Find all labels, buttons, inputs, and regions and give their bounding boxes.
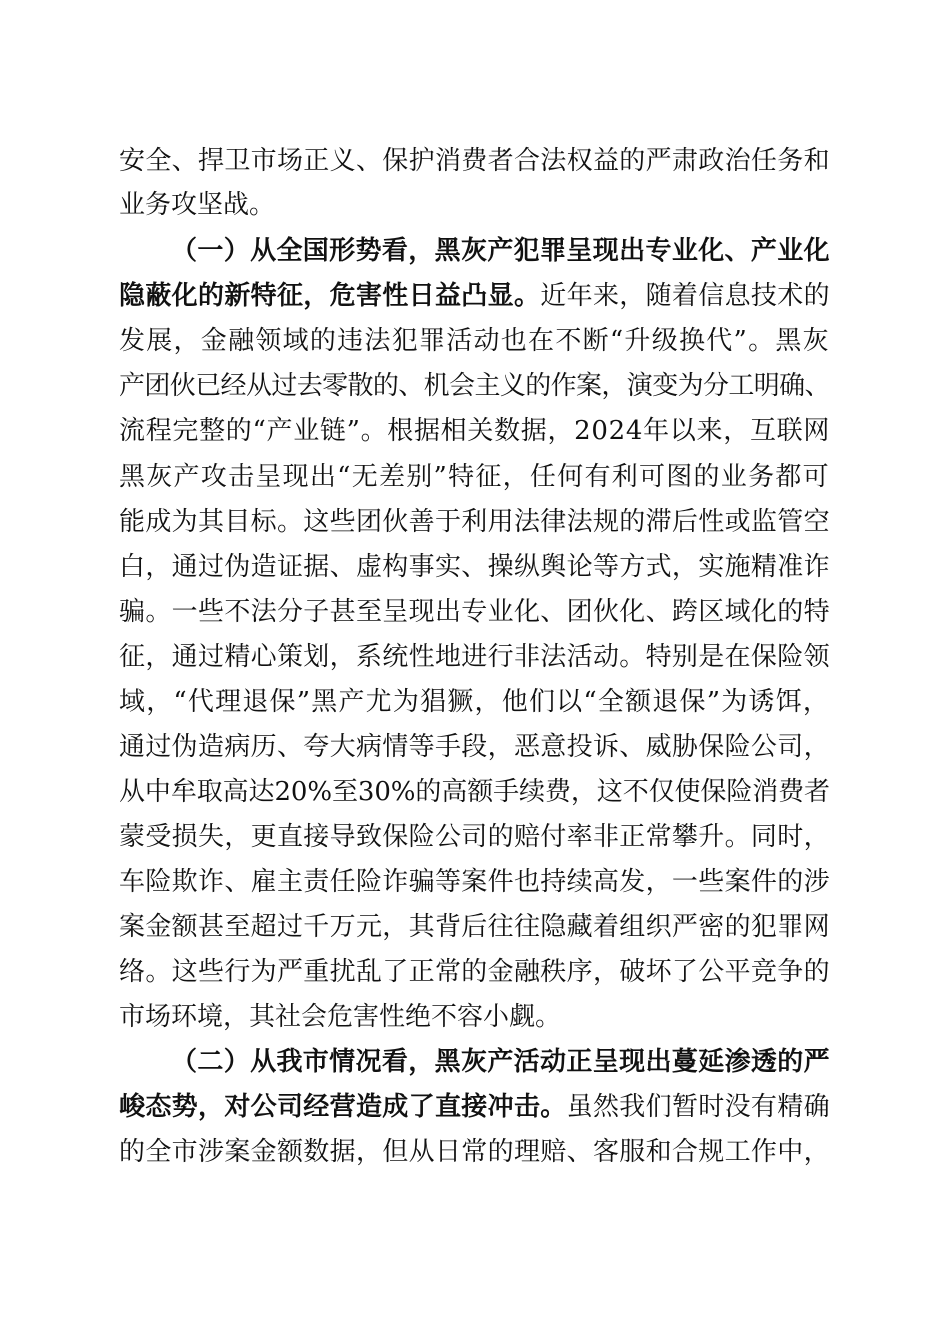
text-line (119, 276, 950, 316)
line-text: 络。这些行为严重扰乱了正常的金融秩序，破坏了公平竞争的 (119, 957, 830, 987)
text-line (119, 682, 950, 722)
line-text: 的全市涉案金额数据，但从日常的理赔、客服和合规工作中， (119, 1137, 830, 1167)
text-line (119, 817, 950, 857)
text-line (119, 457, 950, 497)
section-heading-line (171, 231, 950, 271)
line-text: 通过伪造病历、夸大病情等手段，恶意投诉、威胁保险公司， (119, 732, 830, 762)
heading-text: 峻态势，对公司经营造成了直接冲击。 (119, 1092, 567, 1122)
text-line (119, 1132, 950, 1172)
line-text: 安全、捍卫市场正义、保护消费者合法权益的严肃政治任务和 (119, 146, 830, 176)
text-line (119, 411, 950, 451)
line-text: 近年来，随着信息技术的 (540, 281, 830, 311)
text-line (119, 547, 950, 587)
line-text: 蒙受损失，更直接导致保险公司的赔付率非正常攀升。同时， (119, 822, 830, 852)
line-text: 征，通过精心策划，系统性地进行非法活动。特别是在保险领 (119, 642, 830, 672)
line-text: 白，通过伪造证据、虚构事实、操纵舆论等方式，实施精准诈 (119, 552, 830, 582)
text-line (119, 772, 950, 812)
line-text: 能成为其目标。这些团伙善于利用法律法规的滞后性或监管空 (119, 507, 830, 537)
text-line (119, 862, 950, 902)
text-line (119, 366, 950, 406)
line-text: 市场环境，其社会危害性绝不容小觑。 (119, 1002, 562, 1032)
line-text: 黑灰产攻击呈现出“无差别”特征，任何有利可图的业务都可 (119, 462, 830, 492)
text-line (119, 907, 950, 947)
line-text: 车险欺诈、雇主责任险诈骗等案件也持续高发，一些案件的涉 (119, 867, 830, 897)
text-line (119, 952, 950, 992)
line-text: （二）从我市情况看，黑灰产活动正呈现出蔓延渗透的严 (171, 1047, 831, 1077)
text-line (119, 592, 950, 632)
line-text: 案金额甚至超过千万元，其背后往往隐藏着组织严密的犯罪网 (119, 912, 830, 942)
line-text: （一）从全国形势看，黑灰产犯罪呈现出专业化、产业化 (171, 236, 831, 266)
heading-text: 隐蔽化的新特征，危害性日益凸显。 (119, 281, 541, 311)
text-line (119, 502, 950, 542)
line-text: 业务攻坚战。 (119, 190, 276, 220)
text-line (119, 637, 950, 677)
section-heading-line (171, 1042, 950, 1082)
text-line (119, 997, 950, 1037)
line-text: 产团伙已经从过去零散的、机会主义的作案，演变为分工明确、 (119, 371, 830, 401)
text-line (119, 141, 950, 181)
line-text: 虽然我们暂时没有精确 (566, 1092, 830, 1122)
line-text: 流程完整的“产业链”。根据相关数据，2024年以来，互联网 (119, 416, 831, 446)
line-text: 发展，金融领域的违法犯罪活动也在不断“升级换代”。黑灰 (119, 326, 830, 356)
text-line (119, 727, 950, 767)
text-line (119, 1087, 950, 1127)
text-line (119, 185, 950, 225)
line-text: 从中牟取高达20%至30%的高额手续费，这不仅使保险消费者 (119, 777, 830, 807)
line-text: 骗。一些不法分子甚至呈现出专业化、团伙化、跨区域化的特 (119, 597, 830, 627)
text-line (119, 321, 950, 361)
line-text: 域，“代理退保”黑产尤为猖獗，他们以“全额退保”为诱饵， (119, 687, 831, 717)
